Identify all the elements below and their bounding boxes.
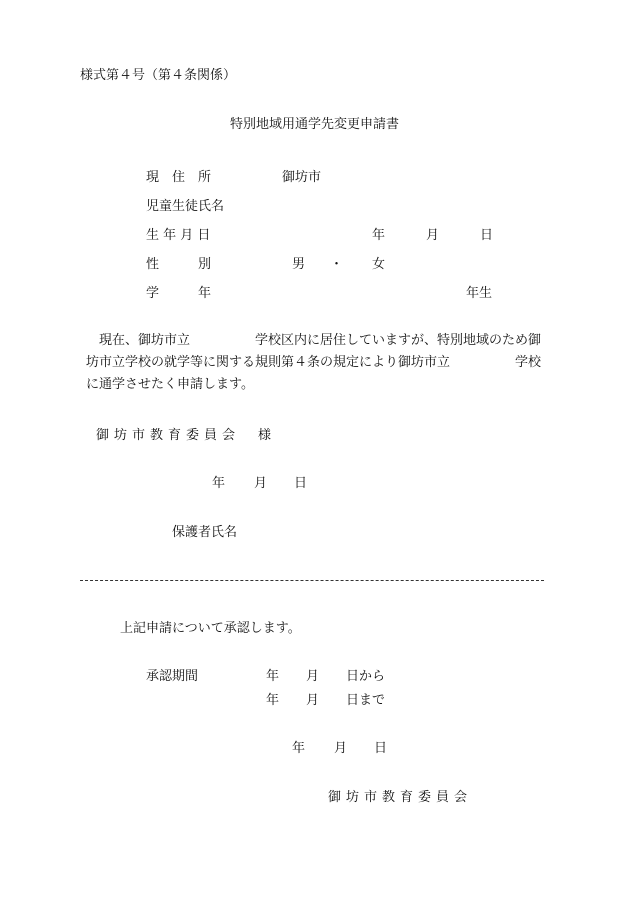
body-paragraph	[86, 330, 576, 396]
grade-label: 学 年	[146, 286, 212, 301]
address-label: 現 住 所	[146, 170, 212, 185]
approval-period-label: 承認期間	[146, 669, 199, 684]
separator-line	[80, 580, 544, 581]
birthdate-month: 月	[426, 228, 440, 243]
birthdate-year: 年	[372, 228, 386, 243]
guardian-name-label: 保護者氏名	[172, 525, 238, 540]
approval-date-day: 日	[374, 741, 388, 756]
student-name-label: 児童生徒氏名	[146, 199, 225, 214]
address-value: 御坊市	[282, 170, 322, 185]
body-line-3: に通学させたく申請します。	[86, 377, 254, 392]
birthdate-day: 日	[480, 228, 494, 243]
approval-date-month: 月	[334, 741, 348, 756]
application-date-year: 年	[212, 476, 226, 491]
application-date-day: 日	[294, 476, 308, 491]
approval-text: 上記申請について承認します。	[120, 621, 301, 636]
gender-female: 女	[372, 257, 386, 272]
approval-from-month: 月	[306, 669, 320, 684]
gender-label: 性 別	[146, 257, 212, 272]
approval-to-year: 年	[266, 693, 280, 708]
issuer: 御坊市教育委員会	[328, 790, 473, 805]
body-line-2: 坊市立学校の就学等に関する規則第４条の規定により御坊市立 学校	[86, 355, 542, 370]
approval-to-day: 日まで	[346, 693, 386, 708]
addressee: 御坊市教育委員会 様	[96, 428, 277, 443]
birthdate-label: 生 年 月 日	[146, 228, 211, 243]
form-number: 様式第４号（第４条関係）	[80, 68, 237, 83]
application-date-month: 月	[254, 476, 268, 491]
grade-suffix: 年生	[466, 286, 493, 301]
approval-from-day: 日から	[346, 669, 386, 684]
body-line-1: 現在、御坊市立 学校区内に居住していますが、特別地域のため御	[86, 333, 542, 348]
gender-male: 男	[292, 257, 306, 272]
approval-from-year: 年	[266, 669, 280, 684]
document-title: 特別地域用通学先変更申請書	[230, 117, 400, 132]
approval-date-year: 年	[292, 741, 306, 756]
gender-separator: ・	[330, 257, 344, 272]
approval-to-month: 月	[306, 693, 320, 708]
